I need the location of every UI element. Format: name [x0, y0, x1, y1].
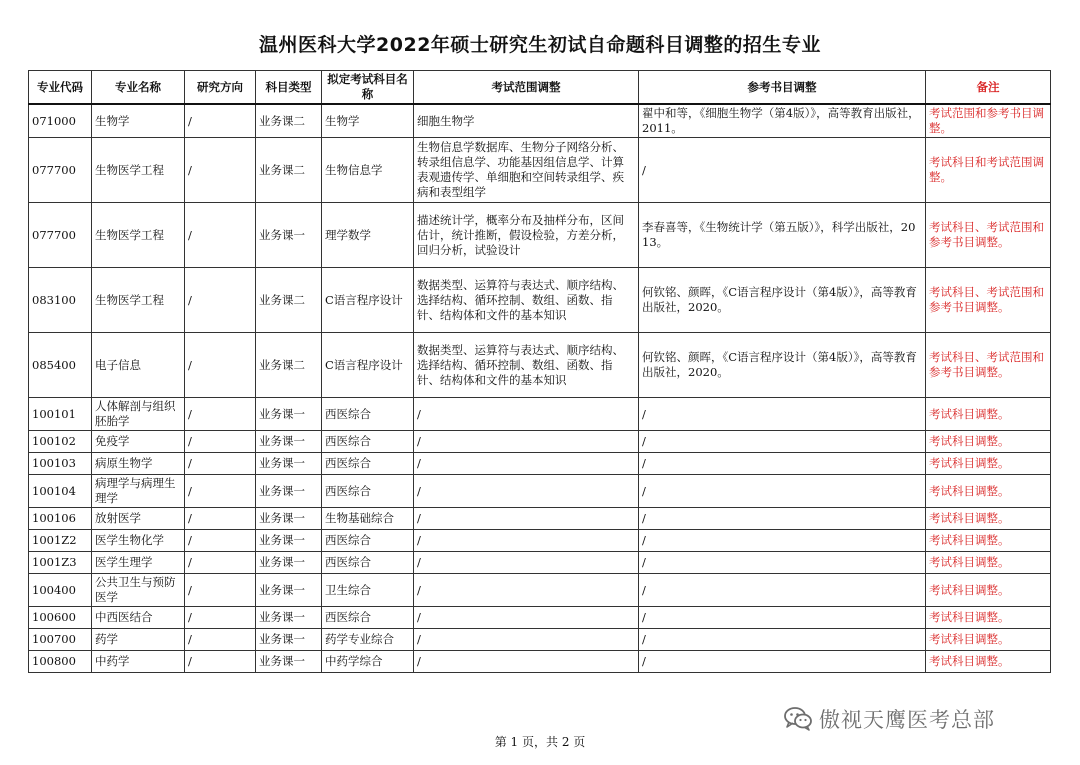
cell-type: 业务课一	[256, 203, 322, 268]
cell-scope: /	[414, 398, 639, 431]
table-row	[29, 629, 1051, 651]
table-row	[29, 475, 1051, 508]
cell-type: 业务课一	[256, 453, 322, 475]
cell-books: /	[639, 508, 926, 530]
cell-code: 071000	[29, 104, 92, 138]
cell-scope: 数据类型、运算符与表达式、顺序结构、选择结构、循环控制、数组、函数、指针、结构体和文件的基本知识	[414, 333, 639, 398]
watermark	[783, 703, 995, 735]
cell-code: 100600	[29, 607, 92, 629]
table-row	[29, 453, 1051, 475]
table-row	[29, 530, 1051, 552]
cell-direction: /	[185, 104, 256, 138]
cell-name: 医学生物化学	[92, 530, 185, 552]
cell-books: /	[639, 552, 926, 574]
cell-code: 100103	[29, 453, 92, 475]
cell-books: 何钦铭、颜晖，《C语言程序设计（第4版）》，高等教育出版社，2020。	[639, 268, 926, 333]
cell-subject: 西医综合	[322, 552, 414, 574]
cell-code: 100104	[29, 475, 92, 508]
header-subject: 拟定考试科目名称	[322, 71, 414, 105]
table-row	[29, 398, 1051, 431]
wechat-icon	[783, 706, 813, 732]
cell-remark: 考试科目调整。	[926, 651, 1051, 673]
watermark-text: 傲视天鹰医考总部	[819, 708, 995, 732]
cell-subject: 西医综合	[322, 607, 414, 629]
cell-scope: /	[414, 453, 639, 475]
cell-code: 077700	[29, 138, 92, 203]
cell-name: 电子信息	[92, 333, 185, 398]
cell-code: 100400	[29, 574, 92, 607]
header-direction: 研究方向	[185, 71, 256, 105]
cell-direction: /	[185, 629, 256, 651]
cell-code: 1001Z2	[29, 530, 92, 552]
cell-direction: /	[185, 530, 256, 552]
cell-name: 生物医学工程	[92, 268, 185, 333]
cell-subject: 西医综合	[322, 398, 414, 431]
cell-subject: 卫生综合	[322, 574, 414, 607]
cell-type: 业务课二	[256, 333, 322, 398]
cell-remark: 考试科目调整。	[926, 629, 1051, 651]
cell-scope: /	[414, 629, 639, 651]
cell-name: 生物医学工程	[92, 203, 185, 268]
table-row	[29, 574, 1051, 607]
cell-type: 业务课一	[256, 431, 322, 453]
cell-direction: /	[185, 651, 256, 673]
cell-name: 病理学与病理生理学	[92, 475, 185, 508]
cell-name: 药学	[92, 629, 185, 651]
cell-books: /	[639, 607, 926, 629]
table-row	[29, 138, 1051, 203]
cell-code: 100106	[29, 508, 92, 530]
cell-scope: /	[414, 651, 639, 673]
cell-code: 100101	[29, 398, 92, 431]
cell-direction: /	[185, 574, 256, 607]
cell-type: 业务课一	[256, 607, 322, 629]
cell-subject: 西医综合	[322, 431, 414, 453]
cell-type: 业务课一	[256, 552, 322, 574]
cell-books: 何钦铭、颜晖，《C语言程序设计（第4版）》，高等教育出版社，2020。	[639, 333, 926, 398]
cell-subject: 西医综合	[322, 453, 414, 475]
cell-remark: 考试科目调整。	[926, 530, 1051, 552]
cell-scope: 细胞生物学	[414, 104, 639, 138]
cell-name: 公共卫生与预防医学	[92, 574, 185, 607]
cell-direction: /	[185, 268, 256, 333]
cell-scope: /	[414, 475, 639, 508]
cell-books: /	[639, 431, 926, 453]
cell-scope: /	[414, 431, 639, 453]
header-remark: 备注	[926, 71, 1051, 105]
cell-remark: 考试科目、考试范围和参考书目调整。	[926, 333, 1051, 398]
table-row	[29, 333, 1051, 398]
document-title: 温州医科大学2022年硕士研究生初试自命题科目调整的招生专业	[259, 34, 821, 56]
cell-remark: 考试科目调整。	[926, 552, 1051, 574]
cell-code: 1001Z3	[29, 552, 92, 574]
cell-name: 生物学	[92, 104, 185, 138]
cell-scope: /	[414, 530, 639, 552]
cell-remark: 考试科目调整。	[926, 398, 1051, 431]
cell-name: 病原生物学	[92, 453, 185, 475]
cell-name: 中西医结合	[92, 607, 185, 629]
cell-direction: /	[185, 475, 256, 508]
cell-code: 077700	[29, 203, 92, 268]
cell-subject: 西医综合	[322, 530, 414, 552]
cell-remark: 考试科目调整。	[926, 508, 1051, 530]
cell-name: 医学生理学	[92, 552, 185, 574]
cell-code: 100102	[29, 431, 92, 453]
cell-scope: /	[414, 574, 639, 607]
cell-books: /	[639, 138, 926, 203]
cell-subject: 生物基础综合	[322, 508, 414, 530]
cell-subject: 生物信息学	[322, 138, 414, 203]
cell-type: 业务课一	[256, 530, 322, 552]
cell-scope: /	[414, 552, 639, 574]
cell-name: 人体解剖与组织胚胎学	[92, 398, 185, 431]
cell-code: 100700	[29, 629, 92, 651]
header-code: 专业代码	[29, 71, 92, 105]
cell-books: /	[639, 574, 926, 607]
cell-type: 业务课一	[256, 651, 322, 673]
cell-books: /	[639, 530, 926, 552]
cell-direction: /	[185, 431, 256, 453]
cell-remark: 考试科目和考试范围调整。	[926, 138, 1051, 203]
cell-name: 中药学	[92, 651, 185, 673]
cell-direction: /	[185, 398, 256, 431]
cell-direction: /	[185, 453, 256, 475]
cell-name: 放射医学	[92, 508, 185, 530]
header-books: 参考书目调整	[639, 71, 926, 105]
table-row	[29, 508, 1051, 530]
cell-subject: 理学数学	[322, 203, 414, 268]
cell-direction: /	[185, 203, 256, 268]
cell-direction: /	[185, 333, 256, 398]
header-scope: 考试范围调整	[414, 71, 639, 105]
cell-scope: 描述统计学，概率分布及抽样分布，区间估计，统计推断，假设检验，方差分析，回归分析，试验设计	[414, 203, 639, 268]
table-body	[29, 104, 1051, 673]
cell-type: 业务课二	[256, 104, 322, 138]
header-name: 专业名称	[92, 71, 185, 105]
cell-books: /	[639, 475, 926, 508]
cell-code: 085400	[29, 333, 92, 398]
cell-name: 免疫学	[92, 431, 185, 453]
cell-books: /	[639, 398, 926, 431]
table-row	[29, 104, 1051, 138]
cell-remark: 考试范围和参考书目调整。	[926, 104, 1051, 138]
cell-scope: /	[414, 508, 639, 530]
cell-direction: /	[185, 138, 256, 203]
cell-books: /	[639, 651, 926, 673]
cell-scope: /	[414, 607, 639, 629]
table-row	[29, 431, 1051, 453]
cell-remark: 考试科目调整。	[926, 607, 1051, 629]
header-type: 科目类型	[256, 71, 322, 105]
cell-type: 业务课二	[256, 268, 322, 333]
cell-remark: 考试科目、考试范围和参考书目调整。	[926, 203, 1051, 268]
cell-remark: 考试科目调整。	[926, 453, 1051, 475]
adjustment-table	[28, 70, 1051, 673]
cell-scope: 生物信息学数据库、生物分子网络分析、转录组信息学、功能基因组信息学、计算表观遗传学、单细胞和空间转录组学、疾病和表型组学	[414, 138, 639, 203]
cell-remark: 考试科目、考试范围和参考书目调整。	[926, 268, 1051, 333]
cell-books: 李春喜等，《生物统计学（第五版）》，科学出版社，2013。	[639, 203, 926, 268]
cell-direction: /	[185, 552, 256, 574]
table-row	[29, 268, 1051, 333]
cell-code: 100800	[29, 651, 92, 673]
cell-remark: 考试科目调整。	[926, 431, 1051, 453]
cell-subject: C语言程序设计	[322, 333, 414, 398]
cell-scope: 数据类型、运算符与表达式、顺序结构、选择结构、循环控制、数组、函数、指针、结构体和文件的基本知识	[414, 268, 639, 333]
cell-type: 业务课一	[256, 629, 322, 651]
cell-type: 业务课一	[256, 398, 322, 431]
cell-code: 083100	[29, 268, 92, 333]
cell-type: 业务课一	[256, 508, 322, 530]
cell-subject: 西医综合	[322, 475, 414, 508]
page-indicator: 第 1 页，共 2 页	[494, 735, 586, 749]
cell-remark: 考试科目调整。	[926, 574, 1051, 607]
cell-subject: 生物学	[322, 104, 414, 138]
cell-direction: /	[185, 607, 256, 629]
cell-name: 生物医学工程	[92, 138, 185, 203]
cell-type: 业务课一	[256, 574, 322, 607]
cell-remark: 考试科目调整。	[926, 475, 1051, 508]
table-row	[29, 552, 1051, 574]
table-row	[29, 203, 1051, 268]
table-header	[29, 71, 1051, 105]
cell-subject: 中药学综合	[322, 651, 414, 673]
cell-books: /	[639, 629, 926, 651]
table-row	[29, 651, 1051, 673]
cell-type: 业务课一	[256, 475, 322, 508]
cell-subject: 药学专业综合	[322, 629, 414, 651]
cell-books: /	[639, 453, 926, 475]
cell-direction: /	[185, 508, 256, 530]
cell-type: 业务课二	[256, 138, 322, 203]
table-row	[29, 607, 1051, 629]
cell-subject: C语言程序设计	[322, 268, 414, 333]
cell-books: 翟中和等，《细胞生物学（第4版）》，高等教育出版社，2011。	[639, 104, 926, 138]
